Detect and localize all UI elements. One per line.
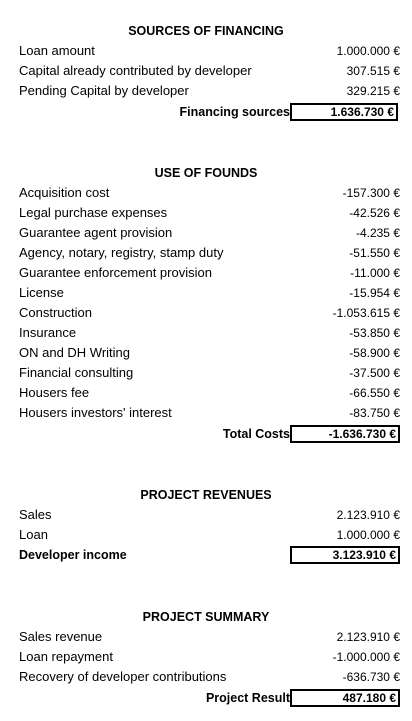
row-label: Agency, notary, registry, stamp duty [19,245,224,260]
row-label: License [19,285,64,300]
revenues-row-sales [0,505,412,525]
row-value: -11.000 € [350,266,400,280]
row-value: -42.526 € [349,206,400,220]
uses-row-construction [0,303,412,323]
row-label: Pending Capital by developer [19,83,189,98]
row-value: 1.000.000 € [336,44,400,58]
row-value: -157.300 € [342,186,400,200]
row-label: Sales [19,507,52,522]
row-label: Housers investors' interest [19,405,172,420]
row-value: 329.215 € [346,84,400,98]
uses-row-housers-fee [0,383,412,403]
project-summary-title: PROJECT SUMMARY [142,610,270,624]
financing-total-value: 1.636.730 € [290,103,398,121]
row-value: -83.750 € [349,406,400,420]
uses-row-financial-consulting [0,363,412,383]
row-label: Insurance [19,325,77,340]
row-label: Acquisition cost [19,185,110,200]
uses-row-housers-interest [0,403,412,423]
project-revenues-title: PROJECT REVENUES [140,488,272,502]
uses-row-license [0,283,412,303]
row-value: 2.123.910 € [336,508,400,522]
row-label: Construction [19,305,92,320]
row-label: Sales revenue [19,629,103,644]
summary-total-value: 487.180 € [290,689,400,707]
use-of-founds-title: USE OF FOUNDS [154,166,258,180]
financing-row-capital-contributed [0,61,412,81]
row-label: ON and DH Writing [19,345,131,360]
uses-row-guarantee-enforcement [0,263,412,283]
revenues-total-value: 3.123.910 € [290,546,400,564]
uses-row-acquisition-cost [0,183,412,203]
summary-row-loan-repayment [0,647,412,667]
row-value: -1.000.000 € [332,650,400,664]
row-label: Legal purchase expenses [19,205,168,220]
row-value: -66.550 € [349,386,400,400]
revenues-total-row [0,546,412,566]
row-label: Capital already contributed by developer [19,63,252,78]
uses-total-row [0,425,412,445]
row-value: -51.550 € [349,246,400,260]
financing-total-row [0,103,412,123]
row-value: -58.900 € [349,346,400,360]
row-label: Loan [19,527,48,542]
uses-row-insurance [0,323,412,343]
uses-total-label: Total Costs [222,427,290,441]
row-value: -15.954 € [349,286,400,300]
uses-row-agency-notary [0,243,412,263]
row-value: 2.123.910 € [336,630,400,644]
revenues-total-label: Developer income [19,548,127,562]
row-label: Loan amount [19,43,95,58]
row-value: 1.000.000 € [336,528,400,542]
row-value: -4.235 € [355,226,400,240]
sources-of-financing-title: SOURCES OF FINANCING [128,24,284,38]
financing-total-label: Financing sources [179,105,290,119]
row-value: -53.850 € [349,326,400,340]
row-label: Guarantee enforcement provision [19,265,212,280]
revenues-row-loan [0,525,412,545]
row-label: Guarantee agent provision [19,225,173,240]
row-label: Financial consulting [19,365,134,380]
uses-row-on-dh-writing [0,343,412,363]
row-value: -37.500 € [349,366,400,380]
row-label: Loan repayment [19,649,113,664]
row-value: 307.515 € [346,64,400,78]
financing-row-loan-amount [0,41,412,61]
summary-row-sales-revenue [0,627,412,647]
row-label: Housers fee [19,385,90,400]
financing-row-pending-capital [0,81,412,101]
uses-total-value: -1.636.730 € [290,425,400,443]
summary-total-row [0,689,412,709]
row-label: Recovery of developer contributions [19,669,227,684]
summary-total-label: Project Result [205,691,290,705]
row-value: -1.053.615 € [332,306,400,320]
row-value: -636.730 € [342,670,400,684]
uses-row-legal-purchase [0,203,412,223]
summary-row-recovery-contributions [0,667,412,687]
uses-row-guarantee-agent [0,223,412,243]
